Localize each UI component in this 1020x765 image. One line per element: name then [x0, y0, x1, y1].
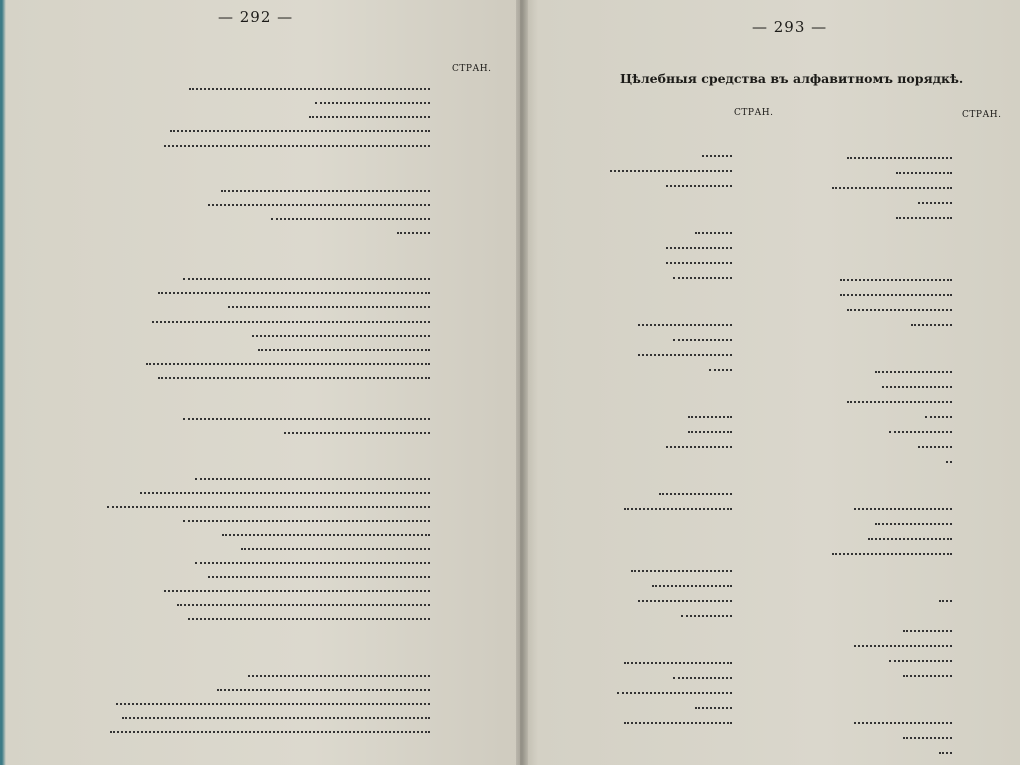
dot-leader [116, 699, 430, 705]
dot-leader [840, 290, 953, 296]
dot-leader [122, 713, 430, 719]
dot-leader [152, 317, 430, 323]
dot-leader [882, 382, 952, 388]
dot-leader [195, 474, 430, 480]
column-label: СТРАН. [962, 110, 1002, 120]
dot-leader [638, 320, 732, 326]
dot-leader [832, 549, 952, 555]
dot-leader [939, 748, 952, 754]
dot-leader [624, 718, 732, 724]
dot-leader [146, 359, 430, 365]
dot-leader [688, 427, 732, 433]
dot-leader [624, 658, 732, 664]
dot-leader [666, 442, 732, 448]
dot-leader [847, 305, 952, 311]
column-label: СТРАН. [734, 108, 774, 118]
dot-leader [140, 488, 431, 494]
dot-leader [854, 718, 952, 724]
dot-leader [208, 572, 430, 578]
dot-leader [271, 214, 430, 220]
dot-leader [903, 671, 952, 677]
dot-leader [183, 414, 430, 420]
dot-leader [847, 153, 952, 159]
dot-leader [624, 504, 732, 510]
right-page [520, 0, 1020, 765]
dot-leader [939, 596, 952, 602]
dot-leader [832, 183, 952, 189]
dot-leader [397, 228, 430, 234]
dot-leader [688, 412, 732, 418]
dot-leader [695, 703, 732, 709]
column-label: СТРАН. [452, 64, 492, 74]
dot-leader [946, 457, 952, 463]
dot-leader [847, 397, 952, 403]
dot-leader [875, 367, 952, 373]
dot-leader [158, 288, 430, 294]
dot-leader [195, 558, 430, 564]
dot-leader [875, 519, 952, 525]
dot-leader [903, 626, 952, 632]
dot-leader [673, 335, 732, 341]
dot-leader [164, 586, 430, 592]
dot-leader [868, 534, 952, 540]
dot-leader [840, 275, 953, 281]
dot-leader [164, 141, 430, 147]
dot-leader [911, 320, 953, 326]
dot-leader [925, 412, 952, 418]
dot-leader [659, 489, 732, 495]
dot-leader [248, 671, 430, 677]
dot-leader [188, 614, 430, 620]
dot-leader [918, 198, 952, 204]
dot-leader [896, 213, 952, 219]
dot-leader [903, 733, 952, 739]
dot-leader [709, 365, 732, 371]
dot-leader [918, 442, 952, 448]
dot-leader [183, 274, 430, 280]
dot-leader [228, 302, 430, 308]
dot-leader [189, 84, 430, 90]
dot-leader [241, 544, 430, 550]
dot-leader [673, 673, 732, 679]
dot-leader [252, 331, 430, 337]
dot-leader [258, 345, 430, 351]
dot-leader [666, 258, 732, 264]
dot-leader [208, 200, 430, 206]
dot-leader [183, 516, 430, 522]
page-number: — 293 — [752, 18, 828, 36]
dot-leader [889, 427, 952, 433]
dot-leader [617, 688, 732, 694]
dot-leader [695, 228, 732, 234]
page-number: — 292 — [218, 8, 294, 26]
gutter [516, 0, 528, 765]
dot-leader [638, 350, 732, 356]
dot-leader [110, 727, 431, 733]
dot-leader [854, 504, 952, 510]
dot-leader [284, 428, 430, 434]
dot-leader [666, 181, 732, 187]
dot-leader [652, 581, 732, 587]
dot-leader [315, 98, 430, 104]
dot-leader [631, 566, 732, 572]
dot-leader [638, 596, 732, 602]
dot-leader [702, 151, 732, 157]
dot-leader [309, 112, 430, 118]
dot-leader [673, 273, 732, 279]
dot-leader [222, 530, 430, 536]
dot-leader [896, 168, 952, 174]
dot-leader [610, 166, 733, 172]
dot-leader [681, 611, 733, 617]
dot-leader [177, 600, 431, 606]
dot-leader [170, 126, 430, 132]
dot-leader [107, 502, 430, 508]
dot-leader [217, 685, 430, 691]
dot-leader [889, 656, 952, 662]
dot-leader [221, 186, 430, 192]
dot-leader [854, 641, 952, 647]
dot-leader [666, 243, 732, 249]
dot-leader [158, 373, 430, 379]
page-title: Цѣлебныя средства въ алфавитномъ порядкѣ. [620, 71, 964, 86]
